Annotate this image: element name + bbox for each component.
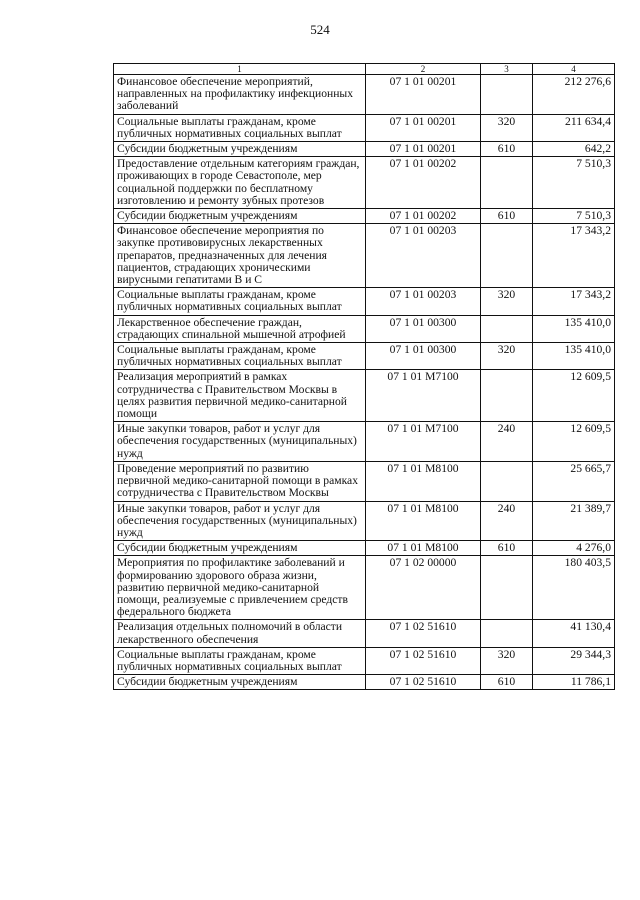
cell-expense-type <box>481 315 533 342</box>
cell-expense-type <box>481 620 533 647</box>
cell-name: Иные закупки товаров, работ и услуг для обеспечения государственных (муниципальных) нужд <box>114 501 366 541</box>
cell-expense-type: 320 <box>481 343 533 370</box>
cell-expense-type <box>481 461 533 501</box>
table-row <box>114 501 615 541</box>
cell-name: Финансовое обеспечение мероприятий, направленных на профилактику инфекционных заболеваний <box>114 75 366 115</box>
cell-expense-type: 320 <box>481 288 533 315</box>
cell-code: 07 1 01 M8100 <box>366 541 481 556</box>
cell-expense-type <box>481 224 533 288</box>
cell-code: 07 1 02 00000 <box>366 556 481 620</box>
table-row <box>114 288 615 315</box>
cell-code: 07 1 01 M7100 <box>366 422 481 462</box>
table-row <box>114 461 615 501</box>
cell-name: Субсидии бюджетным учреждениям <box>114 675 366 690</box>
cell-name: Субсидии бюджетным учреждениям <box>114 142 366 157</box>
cell-amount: 12 609,5 <box>533 422 615 462</box>
cell-expense-type: 240 <box>481 422 533 462</box>
cell-amount: 41 130,4 <box>533 620 615 647</box>
table-row <box>114 370 615 422</box>
column-header-code: 2 <box>366 64 481 75</box>
column-header-expense-type: 3 <box>481 64 533 75</box>
cell-code: 07 1 01 00203 <box>366 224 481 288</box>
table-row <box>114 75 615 115</box>
budget-table <box>113 63 615 690</box>
cell-amount: 135 410,0 <box>533 315 615 342</box>
column-header-amount: 4 <box>533 64 615 75</box>
table-header-row <box>114 64 615 75</box>
cell-name: Реализация отдельных полномочий в области лекарственного обеспечения <box>114 620 366 647</box>
table-row <box>114 422 615 462</box>
table-row <box>114 142 615 157</box>
cell-expense-type: 610 <box>481 209 533 224</box>
cell-amount: 4 276,0 <box>533 541 615 556</box>
cell-amount: 29 344,3 <box>533 647 615 674</box>
cell-expense-type <box>481 75 533 115</box>
cell-code: 07 1 01 M8100 <box>366 461 481 501</box>
cell-code: 07 1 02 51610 <box>366 647 481 674</box>
cell-name: Иные закупки товаров, работ и услуг для обеспечения государственных (муниципальных) нужд <box>114 422 366 462</box>
cell-name: Социальные выплаты гражданам, кроме публичных нормативных социальных выплат <box>114 114 366 141</box>
cell-expense-type <box>481 556 533 620</box>
cell-amount: 7 510,3 <box>533 209 615 224</box>
table-row <box>114 541 615 556</box>
cell-name: Предоставление отдельным категориям граждан, проживающих в городе Севастополе, мер социальной поддержки по бесплатному изготовлению и ремонту зубных протезов <box>114 157 366 209</box>
cell-amount: 211 634,4 <box>533 114 615 141</box>
cell-expense-type: 320 <box>481 647 533 674</box>
cell-expense-type: 610 <box>481 142 533 157</box>
cell-amount: 17 343,2 <box>533 288 615 315</box>
cell-code: 07 1 02 51610 <box>366 620 481 647</box>
cell-amount: 21 389,7 <box>533 501 615 541</box>
cell-code: 07 1 02 51610 <box>366 675 481 690</box>
cell-name: Финансовое обеспечение мероприятия по закупке противовирусных лекарственных препаратов, предназначенных для лечения пациентов, страдающих хроническими вирусными гепатитами В и С <box>114 224 366 288</box>
table-row <box>114 675 615 690</box>
cell-name: Социальные выплаты гражданам, кроме публичных нормативных социальных выплат <box>114 288 366 315</box>
table-row <box>114 620 615 647</box>
cell-code: 07 1 01 M7100 <box>366 370 481 422</box>
cell-expense-type: 610 <box>481 541 533 556</box>
table-row <box>114 209 615 224</box>
cell-code: 07 1 01 00202 <box>366 157 481 209</box>
cell-amount: 25 665,7 <box>533 461 615 501</box>
cell-amount: 17 343,2 <box>533 224 615 288</box>
table-row <box>114 315 615 342</box>
cell-expense-type: 320 <box>481 114 533 141</box>
table-row <box>114 157 615 209</box>
table-row <box>114 224 615 288</box>
table-row <box>114 647 615 674</box>
cell-code: 07 1 01 00201 <box>366 114 481 141</box>
cell-expense-type <box>481 157 533 209</box>
cell-amount: 180 403,5 <box>533 556 615 620</box>
cell-code: 07 1 01 00300 <box>366 343 481 370</box>
cell-name: Реализация мероприятий в рамках сотрудничества с Правительством Москвы в целях развития первичной медико-санитарной помощи <box>114 370 366 422</box>
cell-code: 07 1 01 00201 <box>366 75 481 115</box>
table-row <box>114 556 615 620</box>
cell-expense-type: 610 <box>481 675 533 690</box>
column-header-name: 1 <box>114 64 366 75</box>
cell-amount: 212 276,6 <box>533 75 615 115</box>
cell-name: Проведение мероприятий по развитию первичной медико-санитарной помощи в рамках сотрудничества с Правительством Москвы <box>114 461 366 501</box>
cell-amount: 642,2 <box>533 142 615 157</box>
cell-code: 07 1 01 00203 <box>366 288 481 315</box>
cell-code: 07 1 01 00201 <box>366 142 481 157</box>
cell-amount: 7 510,3 <box>533 157 615 209</box>
cell-expense-type <box>481 370 533 422</box>
cell-expense-type: 240 <box>481 501 533 541</box>
table-row <box>114 114 615 141</box>
cell-name: Мероприятия по профилактике заболеваний и формированию здорового образа жизни, развитию первичной медико-санитарной помощи, реализуемые с привлечением средств федерального бюджета <box>114 556 366 620</box>
cell-amount: 11 786,1 <box>533 675 615 690</box>
table-row <box>114 343 615 370</box>
page-number: 524 <box>310 22 330 37</box>
cell-name: Социальные выплаты гражданам, кроме публичных нормативных социальных выплат <box>114 343 366 370</box>
table-body <box>114 75 615 690</box>
cell-name: Лекарственное обеспечение граждан, страдающих спинальной мышечной атрофией <box>114 315 366 342</box>
cell-amount: 135 410,0 <box>533 343 615 370</box>
cell-name: Субсидии бюджетным учреждениям <box>114 209 366 224</box>
cell-code: 07 1 01 00202 <box>366 209 481 224</box>
cell-code: 07 1 01 00300 <box>366 315 481 342</box>
cell-code: 07 1 01 M8100 <box>366 501 481 541</box>
cell-amount: 12 609,5 <box>533 370 615 422</box>
cell-name: Социальные выплаты гражданам, кроме публичных нормативных социальных выплат <box>114 647 366 674</box>
cell-name: Субсидии бюджетным учреждениям <box>114 541 366 556</box>
